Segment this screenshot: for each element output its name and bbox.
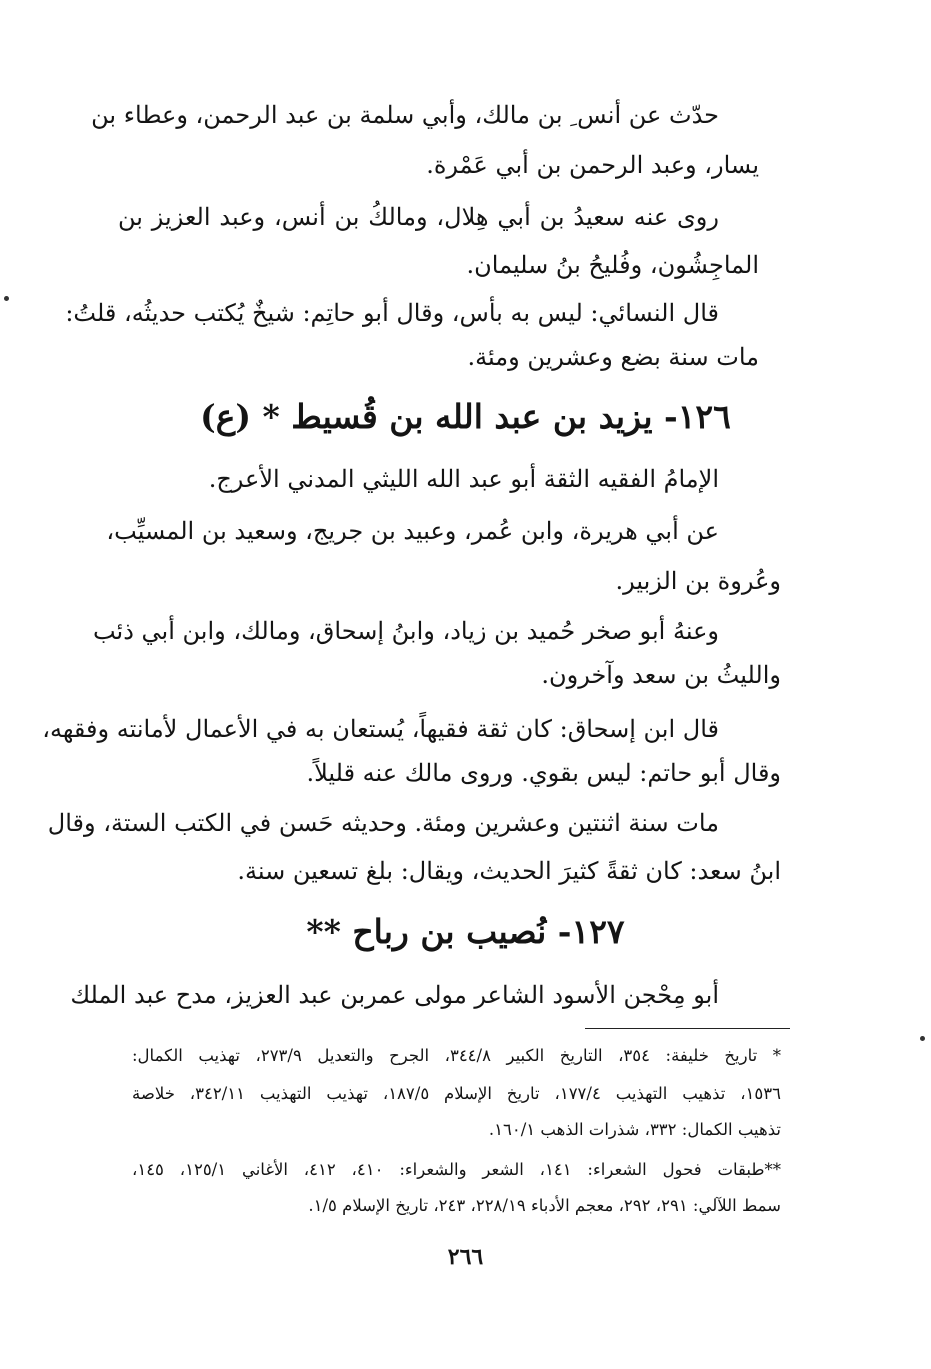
text-line: وعنهُ أبو صخر حُميد بن زياد، وابنُ إسحاق، ومالك، وابن أبي ذئب bbox=[92, 617, 719, 645]
text-line: قال النسائي: ليس به بأس، وقال أبو حاتِم: شيخٌ يُكتب حديثُه، قلتُ: bbox=[65, 299, 719, 327]
text-line: قال ابن إسحاق: كان ثقة فقيهاً، يُستعان به في الأعمال لأمانته وفقهه، bbox=[42, 715, 719, 743]
scan-speck bbox=[4, 296, 9, 301]
text-line: مات سنة اثنتين وعشرين ومئة. وحديثه حَسن في الكتب الستة، وقال bbox=[47, 809, 719, 837]
text-line: الماجِشُون، وفُليحُ بنُ سليمان. bbox=[466, 251, 759, 279]
text-line: الإمامُ الفقيه الثقة أبو عبد الله الليثي المدني الأعرج. bbox=[208, 465, 719, 493]
footnote-line: تذهيب الكمال: ٣٣٢، شذرات الذهب ١٦٠/١. bbox=[488, 1120, 781, 1139]
footnote-line: سمط اللآلي: ٢٩١، ٢٩٢، معجم الأدباء ٢٢٨/١٩، ٢٤٣، تاريخ الإسلام ١/٥. bbox=[308, 1196, 781, 1215]
text-line: مات سنة بضع وعشرين ومئة. bbox=[467, 343, 759, 371]
text-line: أبو مِحْجن الأسود الشاعر مولى عمربن عبد العزيز، مدح عبد الملك bbox=[70, 981, 719, 1009]
text-line: ابنُ سعد: كان ثقةً كثيرَ الحديث، ويقال: بلغ تسعين سنة. bbox=[237, 857, 781, 885]
text-line: حدّث عن أنس ِ بن مالك، وأبي سلمة بن عبد الرحمن، وعطاء بن bbox=[91, 101, 719, 129]
page-number: ٢٦٦ bbox=[447, 1244, 484, 1270]
text-line: وعُروة بن الزبير. bbox=[615, 567, 781, 595]
text-line: عن أبي هريرة، وابن عُمر، وعبيد بن جريج، وسعيد بن المسيِّب، bbox=[106, 517, 719, 545]
footnote-separator bbox=[585, 1028, 790, 1029]
scan-speck bbox=[920, 1036, 925, 1041]
text-line: يسار، وعبد الرحمن بن أبي عَمْرة. bbox=[426, 151, 759, 179]
footnote-line: ١٥٣٦، تذهيب التهذيب ١٧٧/٤، تاريخ الإسلام ١٨٧/٥، تهذيب التهذيب ٣٤٢/١١، خلاصة bbox=[132, 1084, 781, 1103]
footnote-line: **طبقات فحول الشعراء: ١٤١، الشعر والشعراء: ٤١٠، ٤١٢، الأغاني ١٢٥/١، ١٤٥، bbox=[132, 1160, 781, 1179]
footnote-line: * تاريخ خليفة: ٣٥٤، التاريخ الكبير ٣٤٤/٨، الجرح والتعديل ٢٧٣/٩، تهذيب الكمال: bbox=[132, 1046, 781, 1065]
text-line: والليثُ بن سعد وآخرون. bbox=[541, 661, 781, 689]
text-line: روى عنه سعيدُ بن أبي هِلال، ومالكُ بن أنس، وعبد العزيز بن bbox=[118, 203, 719, 231]
text-line: وقال أبو حاتم: ليس بقوي. وروى مالك عنه قليلاً. bbox=[306, 759, 781, 787]
entry-title: ١٢٧- نُصيب بن رباح ** bbox=[306, 912, 625, 951]
entry-title: ١٢٦- يزيد بن عبد الله بن قُسيط * (ع) bbox=[200, 397, 731, 436]
